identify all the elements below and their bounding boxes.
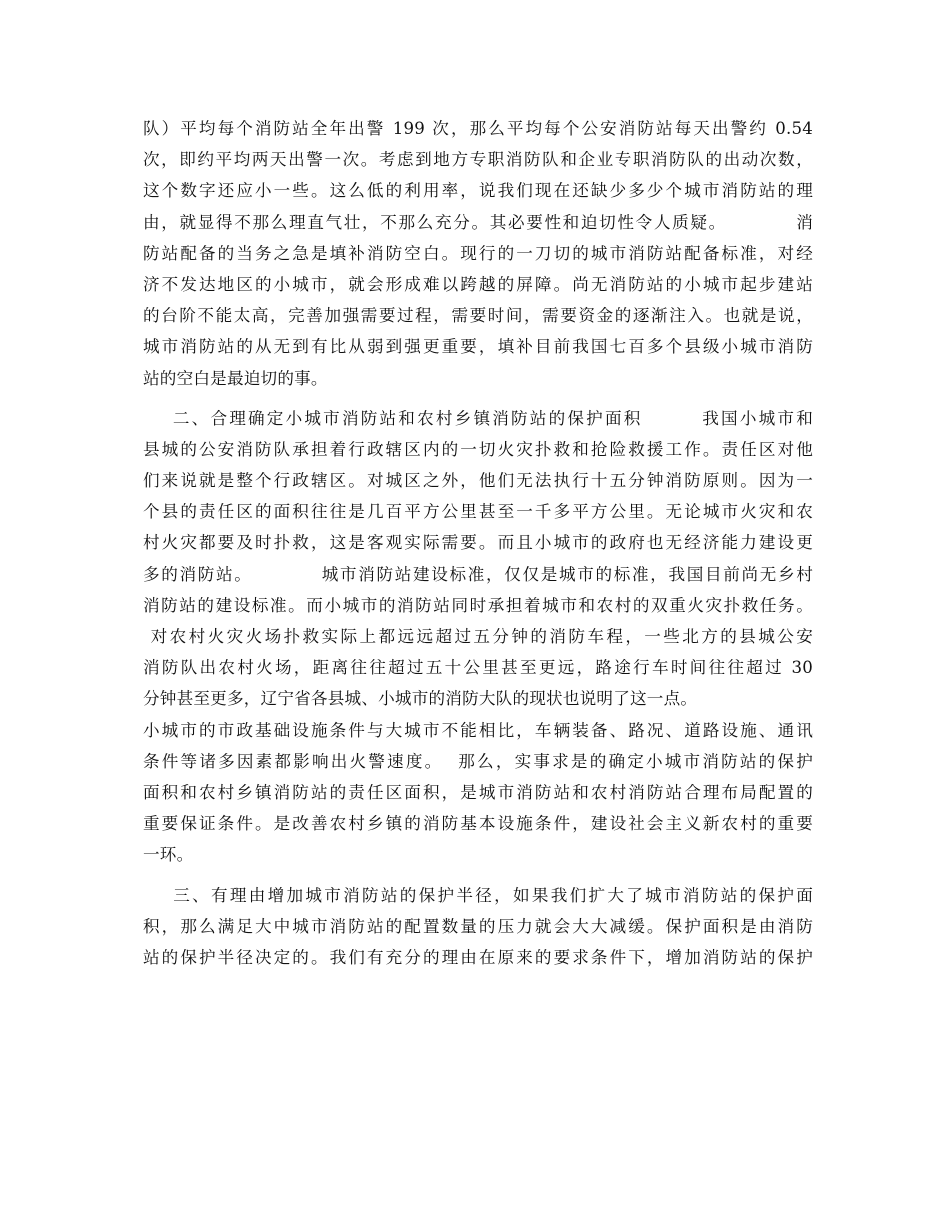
text-line: 对农村火灾火场扑救实际上都远远超过五分钟的消防车程，一些北方的县城公安	[143, 627, 813, 646]
text-line: 的台阶不能太高，完善加强需要过程，需要时间，需要资金的逐渐注入。也就是说，	[143, 306, 813, 326]
text-line: 多的消防站。 城市消防站建设标准，仅仅是城市的标准，我国目前尚无乡村	[143, 564, 813, 584]
text-line: 防站配备的当务之急是填补消防空白。现行的一刀切的城市消防站配备标准，对经	[143, 243, 813, 263]
text-line: 济不发达地区的小城市，就会形成难以跨越的屏障。尚无消防站的小城市起步建站	[143, 274, 813, 294]
paragraph-3	[143, 880, 813, 974]
document-body	[143, 113, 813, 973]
paragraph-spacer	[143, 394, 813, 403]
text-line: 这个数字还应小一些。这么低的利用率，说我们现在还缺少多少个城市消防站的理	[143, 181, 813, 201]
text-line: 由，就显得不那么理直气壮，不那么充分。其必要性和迫切性令人质疑。 消	[143, 212, 813, 232]
text-line: 二、合理确定小城市消防站和农村乡镇消防站的保护面积 我国小城市和	[143, 408, 813, 428]
text-line: 站的空白是最迫切的事。	[143, 368, 328, 388]
text-line: 次，即约平均两天出警一次。考虑到地方专职消防队和企业专职消防队的出动次数，	[143, 150, 813, 170]
text-line: 队）平均每个消防站全年出警 199 次，那么平均每个公安消防站每天出警约 0.54	[143, 119, 813, 138]
text-line: 分钟甚至更多，辽宁省各县城、小城市的消防大队的现状也说明了这一点。	[143, 689, 698, 709]
paragraph-spacer	[143, 871, 813, 880]
paragraph-2	[143, 403, 813, 871]
text-line: 一环。	[143, 845, 194, 865]
text-line: 村火灾都要及时扑救，这是客观实际需要。而且小城市的政府也无经济能力建设更	[143, 533, 813, 553]
text-line: 们来说就是整个行政辖区。对城区之外，他们无法执行十五分钟消防原则。因为一	[143, 471, 813, 491]
text-line: 重要保证条件。是改善农村乡镇的消防基本设施条件，建设社会主义新农村的重要	[143, 814, 813, 834]
paragraph-1	[143, 113, 813, 394]
text-line: 消防队出农村火场，距离往往超过五十公里甚至更远，路途行车时间往往超过 30	[143, 658, 813, 678]
text-line: 三、有理由增加城市消防站的保护半径，如果我们扩大了城市消防站的保护面	[143, 885, 813, 905]
text-line: 小城市的市政基础设施条件与大城市不能相比，车辆装备、路况、道路设施、通讯	[143, 720, 813, 740]
text-line: 站的保护半径决定的。我们有充分的理由在原来的要求条件下，增加消防站的保护	[143, 947, 813, 967]
text-line: 县城的公安消防队承担着行政辖区内的一切火灾扑救和抢险救援工作。责任区对他	[143, 439, 813, 459]
text-line: 面积和农村乡镇消防站的责任区面积，是城市消防站和农村消防站合理布局配置的	[143, 782, 813, 802]
text-line: 条件等诸多因素都影响出火警速度。 那么，实事求是的确定小城市消防站的保护	[143, 751, 813, 771]
text-line: 消防站的建设标准。而小城市的消防站同时承担着城市和农村的双重火灾扑救任务。	[143, 595, 813, 615]
text-line: 城市消防站的从无到有比从弱到强更重要，填补目前我国七百多个县级小城市消防	[143, 337, 813, 357]
text-line: 个县的责任区的面积往往是几百平方公里甚至一千多平方公里。无论城市火灾和农	[143, 502, 813, 522]
text-line: 积，那么满足大中城市消防站的配置数量的压力就会大大减缓。保护面积是由消防	[143, 916, 813, 936]
